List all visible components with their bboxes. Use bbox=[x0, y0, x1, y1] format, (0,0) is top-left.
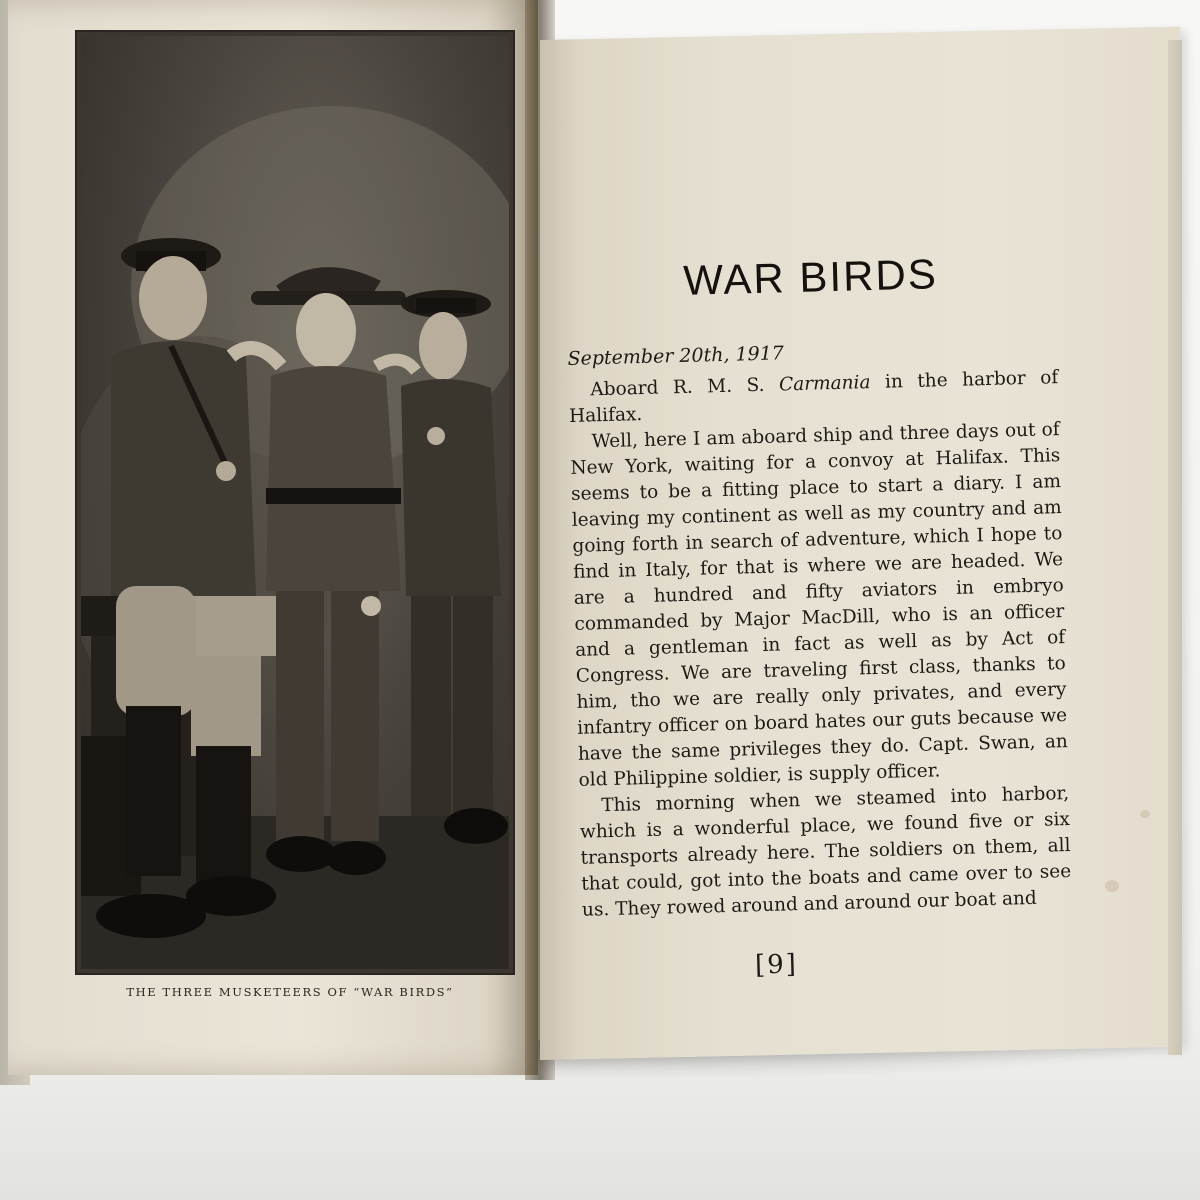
location-text: Aboard R. M. S. bbox=[590, 374, 780, 401]
body-text bbox=[568, 365, 1072, 924]
paragraph-harbor: This morning when we steamed into harbor, which is a wonderful place, we found five or six transports already here. The soldiers on them, all that could, got into the boats and came over to see us. They rowed around and around our boat and bbox=[579, 782, 1072, 921]
photograph-three-aviators bbox=[81, 36, 509, 969]
text-block bbox=[565, 247, 1072, 924]
page-number: [9] bbox=[754, 949, 799, 981]
soldiers-illustration bbox=[81, 36, 509, 969]
diary-date: September 20th, 1917 bbox=[567, 342, 785, 370]
photo-caption: THE THREE MUSKETEERS OF “WAR BIRDS” bbox=[126, 985, 454, 999]
right-page-edge bbox=[1168, 40, 1182, 1055]
paper-stain bbox=[1140, 810, 1150, 818]
paper-stain bbox=[1105, 880, 1119, 892]
ship-name: Carmania bbox=[778, 372, 871, 396]
photo-plate bbox=[75, 30, 515, 975]
paragraph-diary-start: Well, here I am aboard ship and three days out of New York, waiting for a convoy at Halifax. This seems to be a fitting place to start a diary. I am leaving my continent as well as my country and am going forth in search of adventure, which I hope to find in Italy, for that is where we are headed. We are a hundred and fifty aviators in embryo commanded by Major MacDill, who is an officer and a gentleman in fact as well as by Act of Congress. We are traveling first class, thanks to him, tho we are really only privates, and every infantry officer on board hates our guts because we have the same privileges they do. Capt. Swan, an old Philippine soldier, is supply officer. bbox=[570, 419, 1069, 791]
chapter-title: WAR BIRDS bbox=[682, 250, 939, 304]
location-text-end: in the harbor of Halifax. bbox=[568, 367, 1059, 427]
